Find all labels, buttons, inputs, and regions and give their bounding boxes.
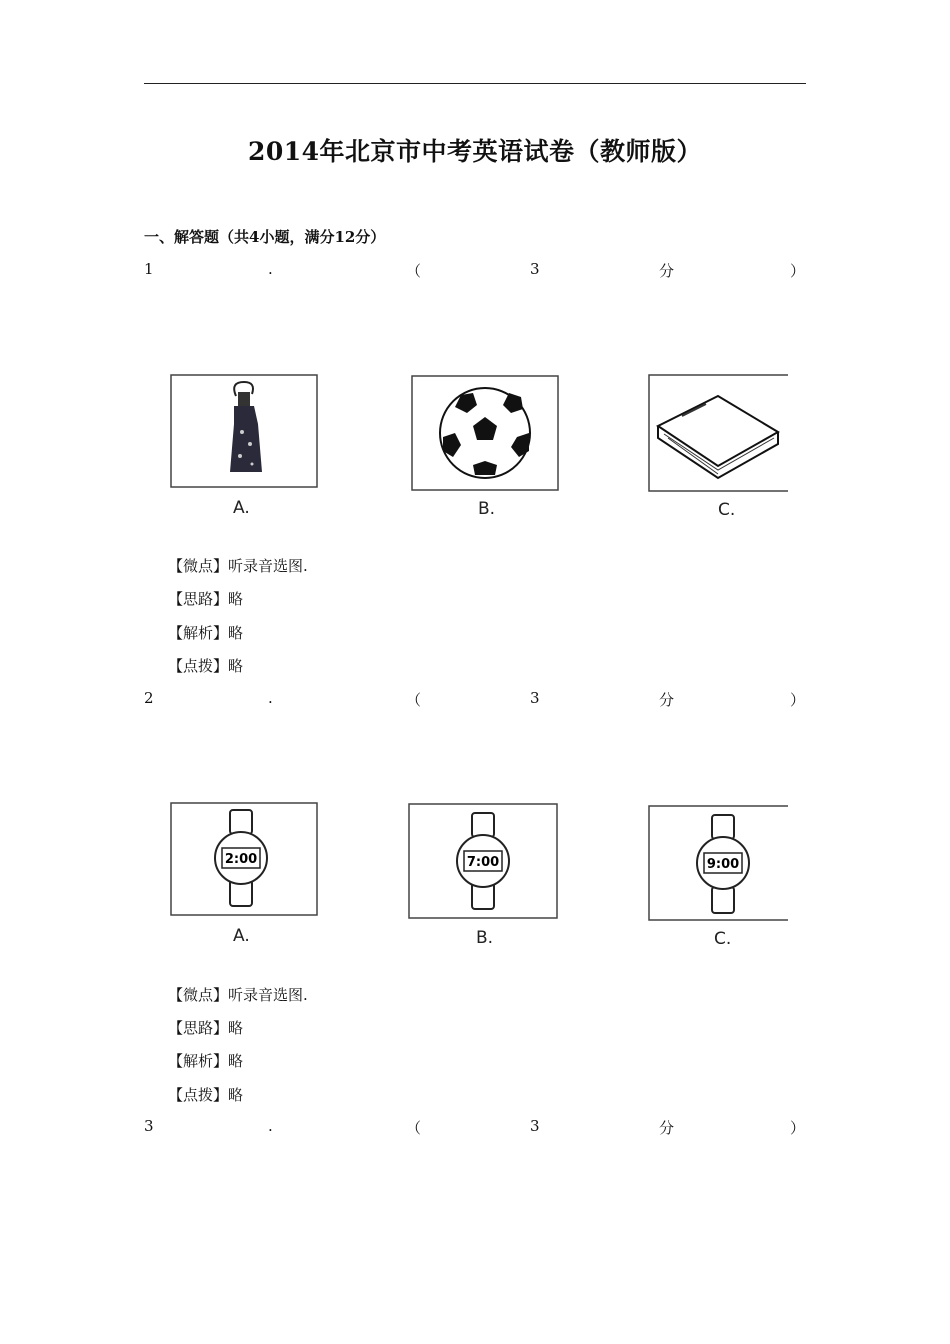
section-header: 一、解答题（共4小题，满分12分）: [144, 228, 386, 246]
question-number: 3: [144, 1117, 154, 1135]
score-close-paren: ）: [790, 1119, 806, 1137]
question-number: 2: [144, 689, 154, 707]
note-approach: 【思路】略: [168, 590, 244, 608]
question-number: 1: [144, 260, 154, 278]
option-b-figure: [411, 375, 559, 491]
watch-time: 9:00: [706, 857, 740, 872]
option-b-figure: [408, 803, 558, 919]
score-value: 3: [530, 260, 540, 278]
score-open-paren: （: [406, 1119, 422, 1137]
option-a-label: A.: [233, 498, 250, 518]
option-c-label: C.: [714, 929, 732, 949]
page-title: 2014年北京市中考英语试卷（教师版）: [247, 137, 703, 166]
note-focus: 【微点】听录音选图.: [168, 986, 308, 1004]
question-dot: .: [268, 260, 273, 278]
note-tips: 【点拨】略: [168, 657, 244, 675]
question-dot: .: [268, 1117, 273, 1135]
score-close-paren: ）: [790, 691, 806, 709]
bottle-icon: [170, 374, 318, 488]
option-c-label: C.: [718, 500, 736, 520]
note-analysis: 【解析】略: [168, 624, 244, 642]
soccer-ball-icon: [411, 375, 559, 491]
score-unit: 分: [659, 691, 675, 709]
note-analysis: 【解析】略: [168, 1052, 244, 1070]
watch-icon: [648, 805, 788, 921]
option-a-label: A.: [233, 926, 250, 946]
book-icon: [648, 374, 788, 492]
score-value: 3: [530, 689, 540, 707]
score-close-paren: ）: [790, 262, 806, 280]
score-open-paren: （: [406, 262, 422, 280]
option-c-figure: [648, 805, 788, 921]
watch-time: 2:00: [224, 852, 258, 867]
question-2-line: [144, 689, 806, 711]
header-rule: [144, 83, 806, 84]
score-unit: 分: [659, 262, 675, 280]
option-b-label: B.: [478, 499, 496, 519]
note-focus: 【微点】听录音选图.: [168, 557, 308, 575]
watch-icon: [170, 802, 318, 916]
option-a-figure: [170, 374, 318, 488]
option-c-figure: [648, 374, 788, 492]
score-unit: 分: [659, 1119, 675, 1137]
question-1-line: [144, 260, 806, 282]
watch-time: 7:00: [466, 855, 500, 870]
question-dot: .: [268, 689, 273, 707]
watch-icon: [408, 803, 558, 919]
option-a-figure: [170, 802, 318, 916]
score-value: 3: [530, 1117, 540, 1135]
note-tips: 【点拨】略: [168, 1086, 244, 1104]
note-approach: 【思路】略: [168, 1019, 244, 1037]
score-open-paren: （: [406, 691, 422, 709]
option-b-label: B.: [476, 928, 494, 948]
question-3-line: [144, 1117, 806, 1139]
